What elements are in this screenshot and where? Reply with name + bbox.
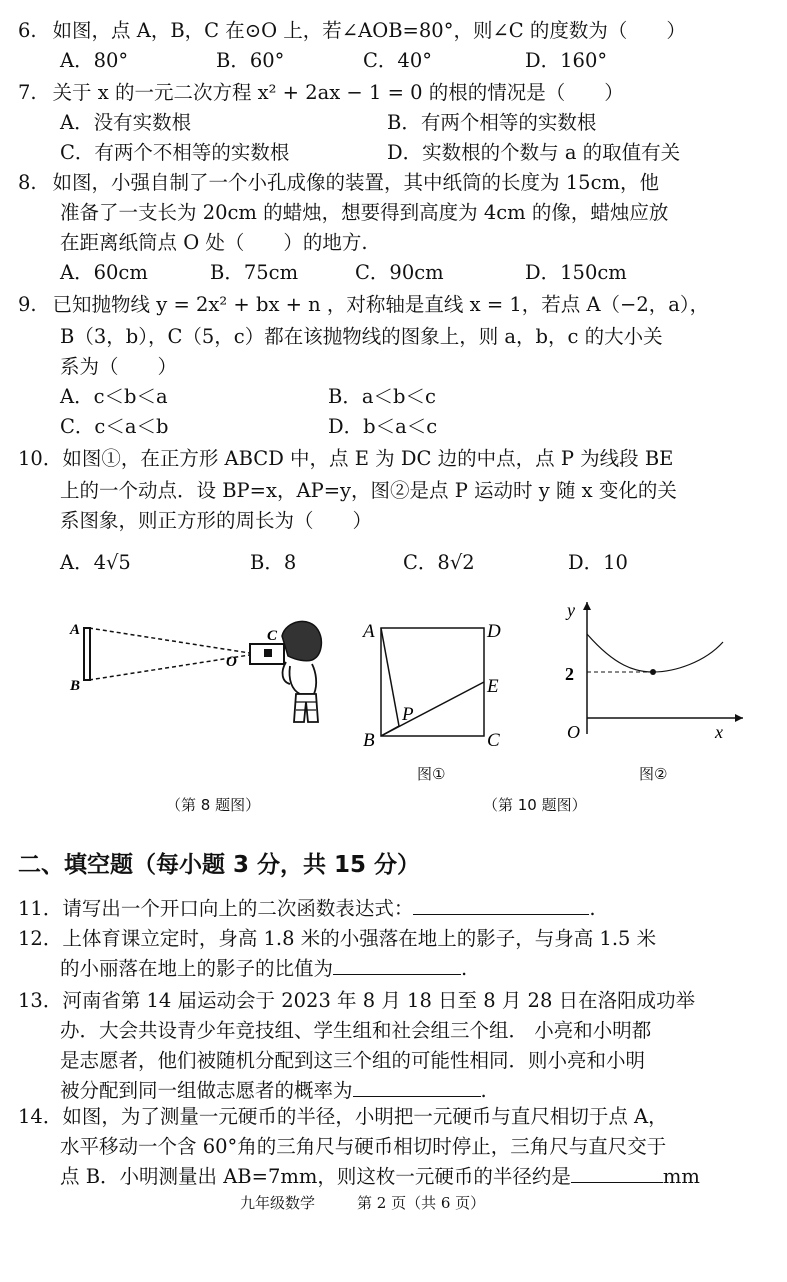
minimum-point [650,669,656,675]
y-axis-arrow-icon [583,602,591,610]
q7-stem: 7. 关于 x 的一元二次方程 x² + 2ax − 1 = 0 的根的情况是（ ） [18,81,624,104]
q9-option-c: C．c＜a＜b [60,415,169,438]
q14-answer-blank[interactable] [571,1164,663,1183]
q13-answer-blank[interactable] [353,1078,481,1097]
q13-tail: . [480,1079,487,1102]
q10-line-1: 10．如图①，在正方形 ABCD 中，点 E 为 DC 边的中点，点 P 为线段 BE [18,447,674,470]
fig10-value-2: 2 [565,664,574,684]
q13-line-4 [60,1078,487,1104]
q14-text: 点 B．小明测量出 AB=7mm，则这枚一元硬币的半径约是 [60,1165,571,1188]
q9-option-d: D．b＜a＜c [328,415,438,438]
candle-icon [84,628,90,680]
segment-bp [381,726,399,736]
q6-option-c: C．40° [363,49,432,72]
fig8-label-c: C [267,628,278,644]
q11-answer-blank[interactable] [413,896,589,915]
q14-line-3 [60,1164,700,1190]
q8-line-2: 准备了一支长为 20cm 的蜡烛，想要得到高度为 4cm 的像，蜡烛应放 [60,201,669,224]
fig10-origin: O [567,722,580,742]
q12-text: 的小丽落在地上的影子的比值为 [60,957,334,980]
fig10-caption: （第 10 题图） [483,796,587,814]
q8-option-c: C．90cm [355,261,444,284]
fig8-caption: （第 8 题图） [166,796,261,814]
q13-line-3: 是志愿者，他们被随机分配到这三个组的可能性相同．则小亮和小明 [60,1049,646,1072]
q7-option-b: B．有两个相等的实数根 [387,111,597,134]
figure-q8-pinhole [60,610,350,750]
fig10-label-d: D [487,621,501,642]
q10-option-d: D．10 [568,551,628,574]
q11-text: 11．请写出一个开口向上的二次函数表达式： [18,897,414,920]
q14-line-1: 14．如图，为了测量一元硬币的半径，小明把一元硬币与直尺相切于点 A， [18,1105,668,1128]
section-title: 二、填空题（每小题 3 分，共 15 分） [18,852,421,878]
q9-line-3: 系为（ ） [60,355,178,378]
q8-option-b: B．75cm [210,261,299,284]
q8-option-a: A．60cm [60,261,148,284]
fig10-label-e: E [487,676,499,697]
q7-option-d: D．实数根的个数与 a 的取值有关 [387,141,681,164]
q10-line-2: 上的一个动点．设 BP=x，AP=y，图②是点 P 运动时 y 随 x 变化的关 [60,479,677,502]
q11 [18,896,596,922]
q12-tail: . [461,957,468,980]
fig10-axis-y: y [567,600,575,620]
q14-unit: mm [662,1165,700,1188]
q12-line-1: 12．上体育课立定时，身高 1.8 米的小强落在地上的影子，与身高 1.5 米 [18,927,657,950]
fig10-label-b: B [363,730,375,751]
q6-stem: 6. 如图，点 A，B，C 在⊙O 上，若∠AOB=80°，则∠C 的度数为（ ） [18,19,686,42]
curve-y-of-x [587,634,723,672]
x-axis-arrow-icon [735,714,743,722]
q12-answer-blank[interactable] [333,956,461,975]
q8-line-3: 在距离纸筒点 O 处（ ）的地方. [60,231,368,254]
q8-option-d: D．150cm [525,261,627,284]
fig10-1-label: 图① [417,765,446,783]
square-abcd [381,628,484,736]
figure-q10-square [355,610,515,760]
q6-option-a: A．80° [60,49,129,72]
fig10-label-p: P [402,704,414,725]
figure-q10-graph [555,596,755,756]
q8-line-1: 8. 如图，小强自制了一个小孔成像的装置，其中纸筒的长度为 15cm，他 [18,171,659,194]
q13-line-1: 13．河南省第 14 届运动会于 2023 年 8 月 18 日至 8 月 28 日在洛阳成功举 [18,989,696,1012]
fig10-label-c: C [487,730,500,751]
fig8-label-b: B [70,678,81,694]
ray-top [89,628,256,654]
q10-option-c: C．8√2 [403,551,475,574]
q6-option-b: B．60° [216,49,285,72]
q7-option-a: A．没有实数根 [60,111,192,134]
fig10-axis-x: x [715,722,723,742]
q9-line-1: 9. 已知抛物线 y = 2x² + bx + n ，对称轴是直线 x = 1，若点 A（−2，a）， [18,293,710,316]
q10-line-3: 系图象，则正方形的周长为（ ） [60,509,373,532]
q9-line-2: B（3，b），C（5，c）都在该抛物线的图象上，则 a，b，c 的大小关 [60,325,663,348]
q11-tail: . [589,897,596,920]
q10-option-a: A．4√5 [60,551,131,574]
q13-text: 被分配到同一组做志愿者的概率为 [60,1079,353,1102]
q12-line-2 [60,956,467,982]
q7-option-c: C．有两个不相等的实数根 [60,141,290,164]
person-with-tube-icon [250,621,321,722]
footer-subject: 九年级数学 [240,1194,316,1212]
footer-page: 第 2 页（共 6 页） [357,1194,486,1212]
fig8-label-o: O [226,654,237,670]
q14-line-2: 水平移动一个含 60°角的三角尺与硬币相切时停止，三角尺与直尺交于 [60,1135,667,1158]
q13-line-2: 办．大会共设青少年竞技组、学生组和社会组三个组． 小亮和小明都 [60,1019,652,1042]
segment-ap [381,628,399,726]
fig8-label-a: A [70,622,81,638]
q6-option-d: D．160° [525,49,608,72]
q10-option-b: B．8 [250,551,297,574]
q9-option-b: B．a＜b＜c [328,385,436,408]
q9-option-a: A．c＜b＜a [60,385,168,408]
fig10-2-label: 图② [639,765,668,783]
fig10-label-a: A [363,621,375,642]
